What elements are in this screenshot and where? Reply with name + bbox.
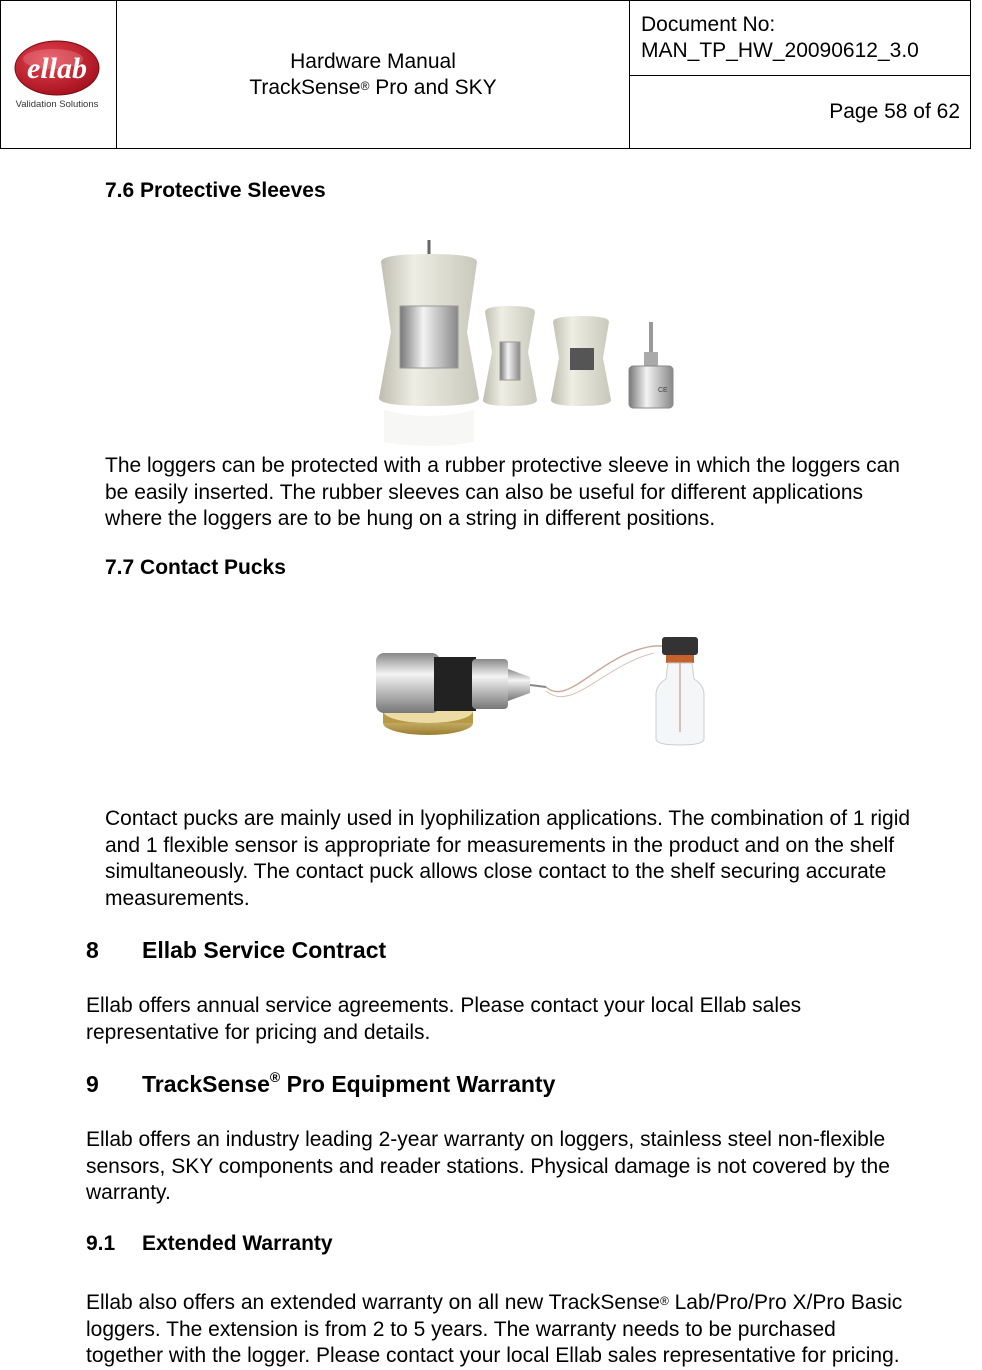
para-line: loggers. The extension is from 2 to 5 years. The warranty needs to be purchased	[86, 1317, 836, 1341]
heading-9-1: 9.1 Extended Warranty	[86, 1232, 333, 1255]
para-line: be easily inserted. The rubber sleeves can also be useful for different applications	[105, 480, 864, 504]
protective-sleeves-photo	[348, 210, 690, 454]
svg-text:CE: CE	[658, 387, 668, 394]
para-line: measurements.	[105, 886, 250, 910]
manual-title	[117, 1, 630, 148]
para-line: representative for pricing and details.	[86, 1020, 431, 1044]
para-8	[86, 993, 801, 1046]
para-line: Contact pucks are mainly used in lyophilization applications. The combination of 1 rigid	[105, 807, 911, 830]
doc-number: MAN_TP_HW_20090612_3.0	[641, 39, 919, 62]
doc-label: Document No:	[641, 13, 776, 36]
title-line2: TrackSense® Pro and SKY	[249, 76, 497, 99]
para-line: Ellab also offers an extended warranty on all new TrackSense® Lab/Pro/Pro X/Pro Basic	[86, 1291, 903, 1314]
para-9-1	[86, 1290, 902, 1370]
ellab-logo	[1, 1, 117, 148]
page-number: Page 58 of 62	[829, 100, 960, 123]
document-header	[0, 0, 971, 149]
para-line: simultaneously. The contact puck allows close contact to the shelf securing accurate	[105, 860, 887, 883]
para-9	[86, 1127, 890, 1207]
logo-cell	[1, 1, 117, 148]
heading-7-7: 7.7 Contact Pucks	[105, 556, 286, 579]
para-line: The loggers can be protected with a rubber protective sleeve in which the loggers can	[105, 454, 900, 477]
para-line: together with the logger. Please contact your local Ellab sales representative for pricing.	[86, 1344, 900, 1367]
title-line1: Hardware Manual	[290, 50, 456, 73]
para-line: warranty.	[86, 1181, 171, 1204]
document-number	[630, 1, 970, 76]
para-7-6	[105, 453, 900, 533]
heading-7-6: 7.6 Protective Sleeves	[105, 179, 326, 202]
para-line: Ellab offers annual service agreements. Please contact your local Ellab sales	[86, 994, 802, 1017]
para-line: where the loggers are to be hung on a string in different positions.	[105, 507, 716, 530]
svg-text:ellab: ellab	[27, 52, 87, 85]
contact-pucks-photo	[348, 587, 740, 805]
svg-text:Validation Solutions: Validation Solutions	[15, 99, 99, 110]
para-line: sensors, SKY components and reader stations. Physical damage is not covered by the	[86, 1154, 890, 1178]
heading-8: 8 Ellab Service Contract	[86, 937, 387, 963]
heading-9: 9 TrackSense® Pro Equipment Warranty	[86, 1069, 556, 1097]
para-7-7	[105, 806, 910, 912]
para-line: and 1 flexible sensor is appropriate for measurements in the product and on the shelf	[105, 833, 895, 857]
para-line: Ellab offers an industry leading 2-year warranty on loggers, stainless steel non-flexible	[86, 1128, 886, 1151]
